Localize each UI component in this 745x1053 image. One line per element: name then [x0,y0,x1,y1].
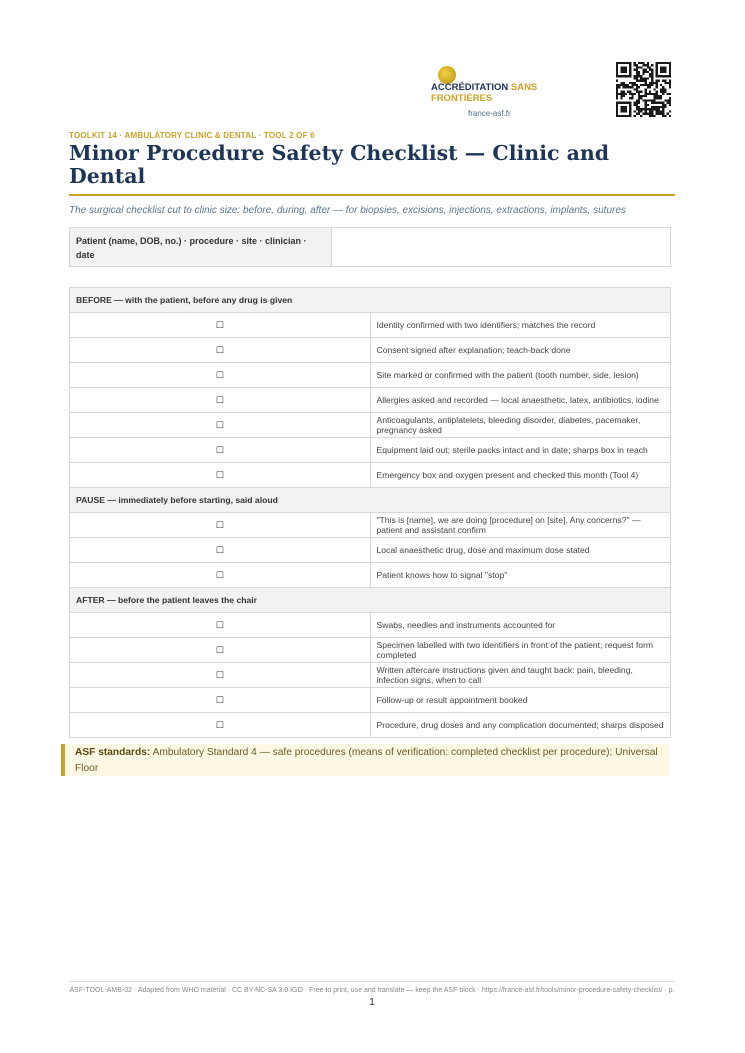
checkbox-icon[interactable]: ☐ [70,438,371,463]
checklist-item [70,413,671,438]
checklist-section-heading [70,488,671,513]
checklist-item [70,438,671,463]
checklist-table [69,287,671,738]
checklist-item [70,363,671,388]
checklist-item [70,713,671,738]
page-footer [69,985,675,1010]
checklist-item-text: Consent signed after explanation; teach-back done [370,338,671,363]
checkbox-icon[interactable]: ☐ [70,663,371,688]
checklist-item [70,313,671,338]
checklist-item-text: Anticoagulants, antiplatelets, bleeding disorder, diabetes, pacemaker, pregnancy asked [370,413,671,438]
section-heading-text: PAUSE — immediately before starting, said aloud [70,488,671,513]
asf-standards-note [61,744,669,776]
checkbox-icon[interactable]: ☐ [70,338,371,363]
checklist-section-heading [70,588,671,613]
page-number: 1 [369,997,375,1008]
page-subtitle: The surgical checklist cut to clinic size: before, during, after — for biopsies, excisions, injections, extractions, implants, sutures [69,205,626,216]
checkbox-icon[interactable]: ☐ [70,688,371,713]
checklist-item-text: Equipment laid out; sterile packs intact and in date; sharps box in reach [370,438,671,463]
section-heading-text: AFTER — before the patient leaves the chair [70,588,671,613]
checkbox-icon[interactable]: ☐ [70,413,371,438]
footer-text: ASF-TOOL-AMB-02 · Adapted from WHO material · CC BY-NC-SA 3.0 IGO · Free to print, use and translate — keep the ASF block · https://france-asf.fr/tools/minor-procedure-safety-checklist/ · p. [69,987,675,994]
brand-site: france-asf.fr [468,109,511,118]
standards-label: ASF standards: [75,747,151,758]
checkbox-icon[interactable]: ☐ [70,713,371,738]
checkbox-icon[interactable]: ☐ [70,313,371,338]
checklist-item-text: Patient knows how to signal "stop" [370,563,671,588]
checklist-item-text: Emergency box and oxygen present and checked this month (Tool 4) [370,463,671,488]
patient-details-field[interactable] [332,228,670,266]
checklist-item-text: Swabs, needles and instruments accounted for [370,613,671,638]
qr-code-icon [616,62,671,117]
checklist-item-text: Written aftercare instructions given and taught back: pain, bleeding, infection signs, when to call [370,663,671,688]
checklist-item [70,638,671,663]
section-heading-text: BEFORE — with the patient, before any drug is given [70,288,671,313]
title-divider [69,194,675,196]
checklist-item [70,538,671,563]
checklist-item [70,463,671,488]
checklist-item-text: Site marked or confirmed with the patient (tooth number, side, lesion) [370,363,671,388]
checklist-item [70,513,671,538]
checkbox-icon[interactable]: ☐ [70,638,371,663]
checklist-item [70,613,671,638]
standards-text: Ambulatory Standard 4 — safe procedures (means of verification: completed checklist per procedure); Universal Floor [75,747,658,774]
brand-name-part1: ACCRÉDITATION [431,82,511,93]
checklist-item [70,563,671,588]
brand-name [431,82,591,104]
checklist-item-text: Follow-up or result appointment booked [370,688,671,713]
brand-name-part2: SANS FRONTIÈRES [431,82,538,104]
checklist-item [70,663,671,688]
patient-details-box [69,227,671,267]
checkbox-icon[interactable]: ☐ [70,563,371,588]
footer-divider [69,981,675,982]
toolkit-line: TOOLKIT 14 · AMBULATORY CLINIC & DENTAL · TOOL 2 OF 6 [69,131,315,140]
patient-details-label: Patient (name, DOB, no.) · procedure · site · clinician · date [70,228,332,266]
checkbox-icon[interactable]: ☐ [70,363,371,388]
checkbox-icon[interactable]: ☐ [70,538,371,563]
checklist-item-text: Procedure, drug doses and any complication documented; sharps disposed [370,713,671,738]
checkbox-icon[interactable]: ☐ [70,613,371,638]
checkbox-icon[interactable]: ☐ [70,513,371,538]
checkbox-icon[interactable]: ☐ [70,388,371,413]
checklist-item-text: Local anaesthetic drug, dose and maximum dose stated [370,538,671,563]
checklist-item-text: Specimen labelled with two identifiers in front of the patient; request form completed [370,638,671,663]
checklist-item-text: Identity confirmed with two identifiers; matches the record [370,313,671,338]
checklist-section-heading [70,288,671,313]
page-title: Minor Procedure Safety Checklist — Clinic and Dental [69,141,610,188]
checkbox-icon[interactable]: ☐ [70,463,371,488]
checklist-item [70,388,671,413]
checklist-item [70,338,671,363]
checklist-item [70,688,671,713]
checklist-item-text: Allergies asked and recorded — local anaesthetic, latex, antibiotics, iodine [370,388,671,413]
checklist-item-text: "This is [name], we are doing [procedure] on [site]. Any concerns?" — patient and assistant confirm [370,513,671,538]
